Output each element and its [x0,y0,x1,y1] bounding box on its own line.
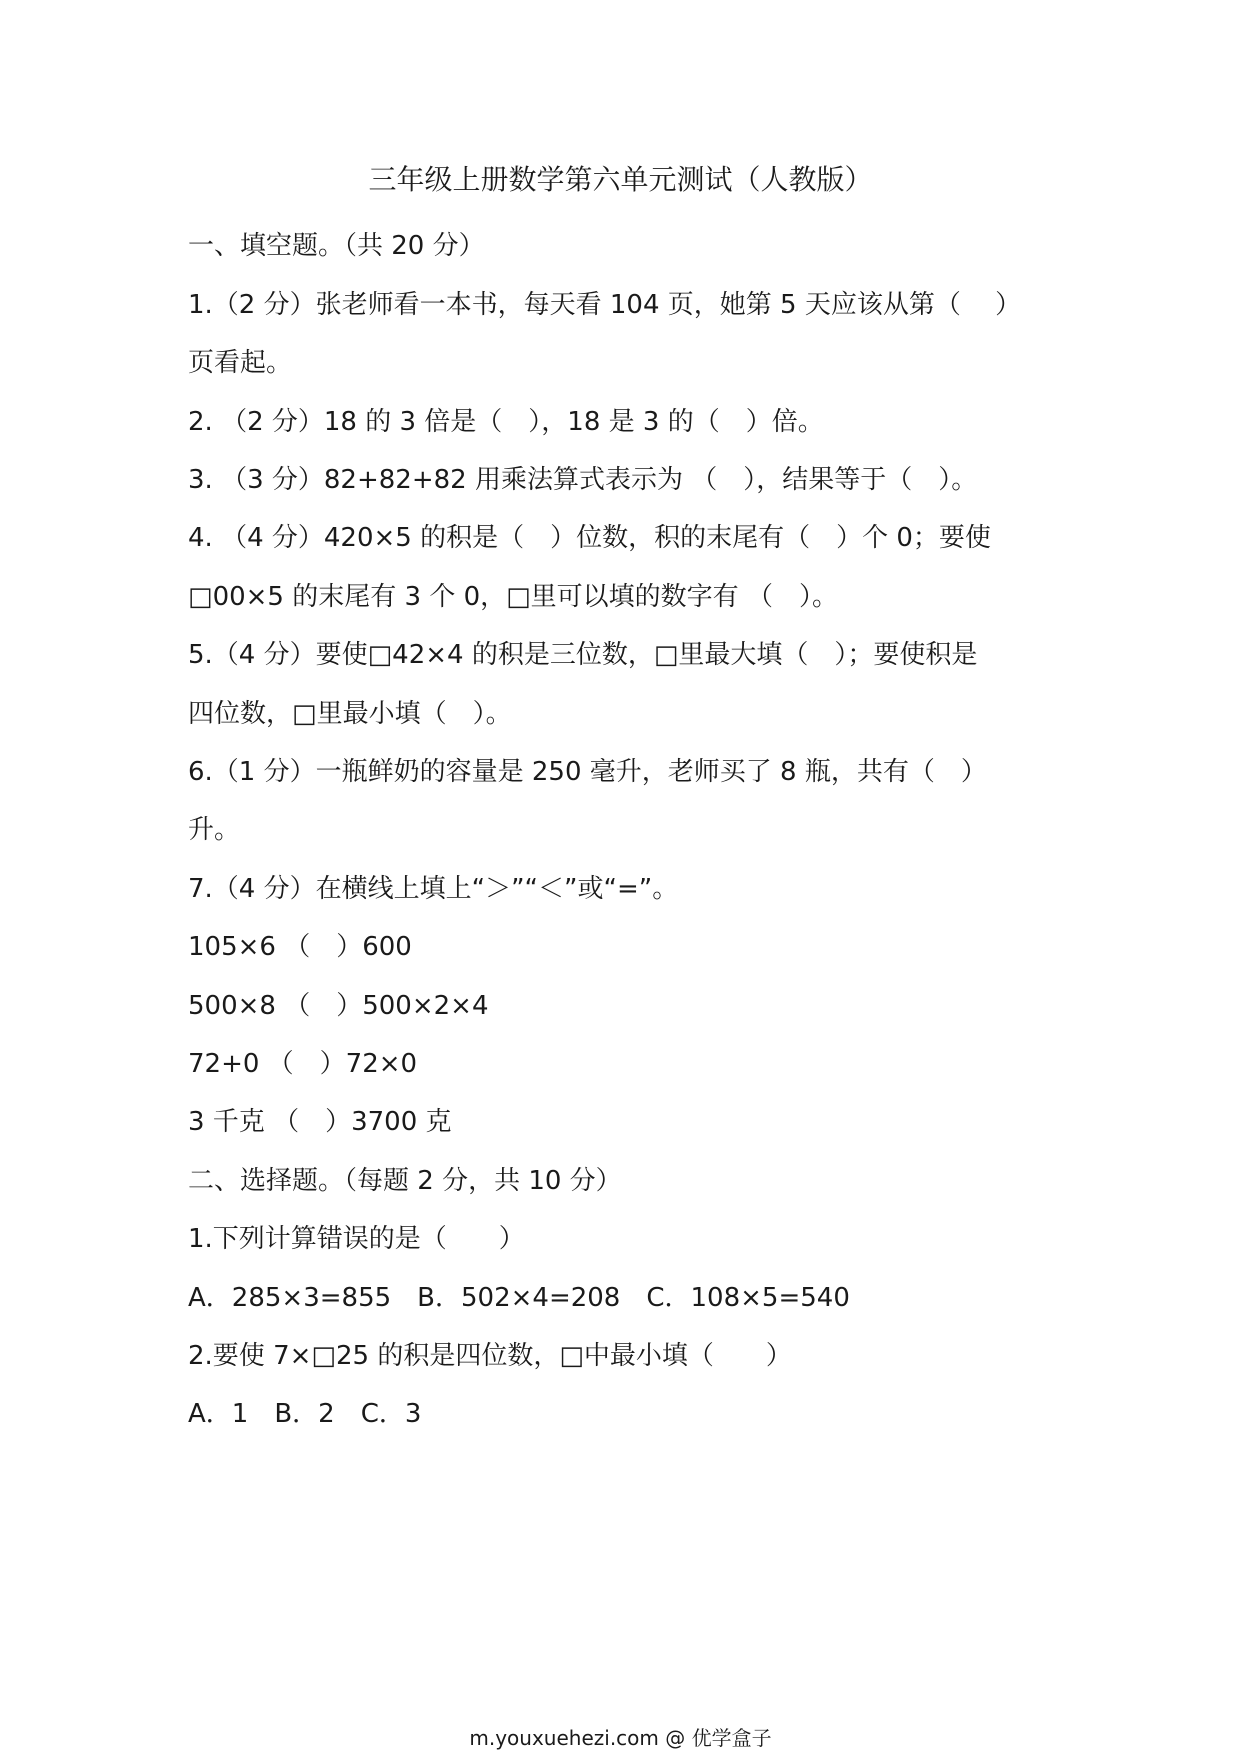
question-line: 5.（4 分）要使□42×4 的积是三位数，□里最大填（ ）；要使积是 [188,640,978,670]
answer-options: A．1 B．2 C．3 [188,1399,422,1429]
footer-watermark: m.youxuehezi.com @ 优学盒子 [469,1726,772,1750]
question-line: 页看起。 [188,348,293,378]
question-line: 3. （3 分）82+82+82 用乘法算式表示为 （ ），结果等于（ ）。 [188,465,978,495]
comparison-line: 500×8 （ ）500×2×4 [188,991,489,1021]
section-heading-choice: 二、选择题。（每题 2 分，共 10 分） [188,1166,622,1196]
question-line: 2. （2 分）18 的 3 倍是（ ），18 是 3 的（ ）倍。 [188,407,824,437]
comparison-line: 105×6 （ ）600 [188,932,412,962]
question-line: 2.要使 7×□25 的积是四位数，□中最小填（ ） [188,1341,792,1371]
question-line: 1.下列计算错误的是（ ） [188,1224,525,1254]
section-heading-fill-in: 一、填空题。（共 20 分） [188,231,485,261]
question-line: 四位数，□里最小填（ ）。 [188,699,512,729]
comparison-line: 72+0 （ ）72×0 [188,1049,418,1079]
question-line: 1.（2 分）张老师看一本书，每天看 104 页，她第 5 天应该从第（ ） [188,290,1022,320]
question-line: 7.（4 分）在横线上填上“＞”“＜”或“=”。 [188,874,679,904]
question-line: 4. （4 分）420×5 的积是（ ）位数，积的末尾有（ ）个 0；要使 [188,523,991,553]
answer-options: A．285×3=855 B．502×4=208 C．108×5=540 [188,1283,850,1313]
question-line: 6.（1 分）一瓶鲜奶的容量是 250 毫升，老师买了 8 瓶，共有（ ） [188,757,987,787]
question-line: 升。 [188,815,241,845]
comparison-line: 3 千克 （ ）3700 克 [188,1107,452,1137]
page-title: 三年级上册数学第六单元测试（人教版） [368,163,873,196]
question-line: □00×5 的末尾有 3 个 0，□里可以填的数字有 （ ）。 [188,582,838,612]
